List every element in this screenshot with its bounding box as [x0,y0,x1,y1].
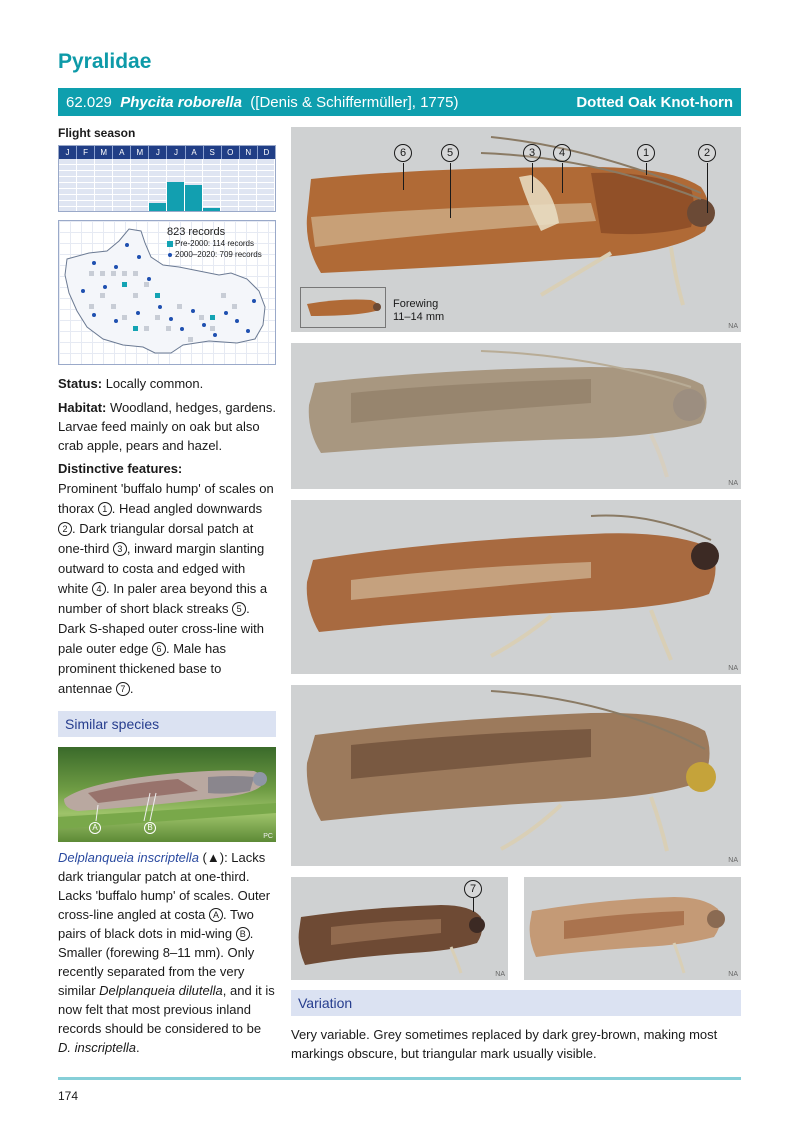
leader-4 [562,163,563,193]
feature-marker: 4 [92,582,106,596]
leader-7 [473,898,474,912]
similar-text-5: . [136,1040,140,1055]
page-number: 174 [58,1089,79,1103]
footer-rule [58,1077,741,1080]
feature-marker: 2 [58,522,72,536]
habitat-label: Habitat: [58,400,107,415]
similar-tag-a: A [89,822,101,834]
moth-photo-4 [291,685,741,866]
moth-illustration-3 [291,500,741,674]
month-label: D [263,148,270,157]
life-size-inset [300,287,386,328]
month-label: O [222,146,240,159]
inset-moth-icon [301,288,385,327]
month-label: F [77,146,95,159]
callout-1: 1 [637,144,655,162]
flight-bar-cell [131,159,149,211]
features-text-part: . [129,681,134,696]
family-heading: Pyralidae [58,50,152,73]
features-text-part: . Dark triangular dorsal patch at one-third [58,521,254,556]
authority: ([Denis & Schiffermüller], 1775) [250,93,459,111]
flight-season-label: Flight season [58,126,136,140]
distribution-map [58,220,276,365]
callout-5: 5 [441,144,459,162]
similar-species-text [58,848,276,1057]
month-label: A [113,146,131,159]
leader-1 [646,163,647,175]
variation-heading: Variation [291,990,741,1016]
flight-bar-cell [221,159,239,211]
flight-bar-cell [185,159,203,211]
leader-2 [707,163,708,213]
map-legend [167,227,262,260]
similar-species-name: Delplanqueia inscriptella [58,850,199,865]
marker-a: A [209,908,223,922]
moth-photo-3 [291,500,741,674]
post-2000-dot-icon [168,253,172,257]
forewing-value: 11–14 mm [393,311,445,323]
leader-5 [450,163,451,218]
similar-photo-credit: PC [263,833,273,840]
flight-bar [185,185,202,211]
features-text-part: Prominent 'buffalo hump' of scales on thorax [58,481,274,516]
flight-bar-cell [239,159,257,211]
features-text [58,479,276,699]
moth-illustration-2 [291,343,741,489]
callout-2: 2 [698,144,716,162]
forewing-size [393,298,444,324]
photo-3-credit: NA [728,665,738,672]
flight-bar-cell [95,159,113,211]
flight-bar-cell [203,159,221,211]
variation-text: Very variable. Grey sometimes replaced by dark grey-brown, making most markings obscure, but triangular mark usually visible. [291,1027,718,1061]
photo-4-credit: NA [728,857,738,864]
common-name: Dotted Oak Knot-horn [576,93,733,111]
features-heading: Distinctive features: [58,461,183,476]
moth-photo-2 [291,343,741,489]
legend-2000-2020 [167,249,262,260]
callout-3: 3 [523,144,541,162]
month-label: J [149,146,167,159]
month-label: M [95,146,113,159]
feature-marker: 5 [232,602,246,616]
moth-illustration-4 [291,685,741,866]
similar-species-heading: Similar species [58,711,276,737]
similar-text-1: : Lacks dark triangular patch at one-third. Lacks 'buffalo hump' of scales. Outer cross-line angled at costa [58,850,271,922]
species-title-bar [58,88,741,116]
similar-species-photo [58,747,276,842]
habitat-paragraph [58,398,276,455]
habitat-text: Woodland, hedges, gardens. Larvae feed mainly on oak but also crab apple, pears and hazel. [58,400,277,453]
flight-bar [203,208,220,211]
flight-bar-cell [59,159,77,211]
flight-bar-cell [167,159,185,211]
flight-bar-cell [113,159,131,211]
flight-bar-cell [149,159,167,211]
month-label: A [186,146,204,159]
month-label: S [204,146,222,159]
similar-tag-b: B [144,822,156,834]
marker-b: B [236,927,250,941]
photo-6-credit: NA [728,971,738,978]
features-text-part: , inward margin slanting outward to costa and edged with white [58,541,265,596]
callout-6: 6 [394,144,412,162]
features-text-part: . Dark S-shaped outer cross-line with pale outer edge [58,601,264,656]
month-label: J [167,146,185,159]
forewing-label: Forewing [393,298,439,310]
similar-text-4: , and it is now felt that most previous inland records should be considered to be [58,983,275,1036]
feature-marker: 7 [116,682,130,696]
features-text-part: . In paler area beyond this a number of short black streaks [58,581,268,616]
leader-3 [532,163,533,193]
month-label: J [59,146,77,159]
features-text-part: . Male has prominent thickened base to antennae [58,641,226,696]
photo-5-credit: NA [495,971,505,978]
similar-text-2: . Two pairs of black dots in mid-wing [58,907,254,941]
similar-species-symbol: (▲) [202,850,225,865]
species-id-and-name [66,94,458,111]
month-header [59,146,275,159]
similar-species-3: D. inscriptella [58,1040,137,1055]
flight-bar [149,203,166,211]
callout-7: 7 [464,880,482,898]
callout-4: 4 [553,144,571,162]
species-number: 62.029 [66,93,112,111]
pre-2000-square-icon [167,241,173,247]
scientific-name: Phycita roborella [120,93,242,111]
similar-species-2: Delplanqueia dilutella [99,983,223,998]
status-label: Status: [58,376,103,391]
status-text: Locally common. [105,376,204,391]
moth-illustration-6 [524,877,741,980]
flight-bar-cell [77,159,95,211]
moth-photo-6 [524,877,741,980]
left-column [58,124,276,1057]
month-label: M [131,146,149,159]
feature-marker: 1 [98,502,112,516]
legend-pre-text: Pre-2000: 114 records [175,239,255,248]
leader-6 [403,163,404,190]
flight-season-chart [58,145,276,212]
legend-pre-2000 [167,238,262,249]
records-total: 823 records [167,226,226,238]
photo-2-credit: NA [728,480,738,487]
similar-text-3: . Smaller (forewing 8–11 mm). Only recently separated from the very similar [58,926,255,998]
features-text-part: . Head angled downwards [111,501,263,516]
photo-1-credit: NA [728,323,738,330]
flight-season-bars [59,159,275,211]
feature-marker: 6 [152,642,166,656]
month-label: N [240,146,258,159]
legend-post-text: 2000–2020: 709 records [175,250,262,259]
status-paragraph [58,374,276,393]
feature-marker: 3 [113,542,127,556]
flight-bar [167,182,184,211]
flight-bar-cell [257,159,275,211]
